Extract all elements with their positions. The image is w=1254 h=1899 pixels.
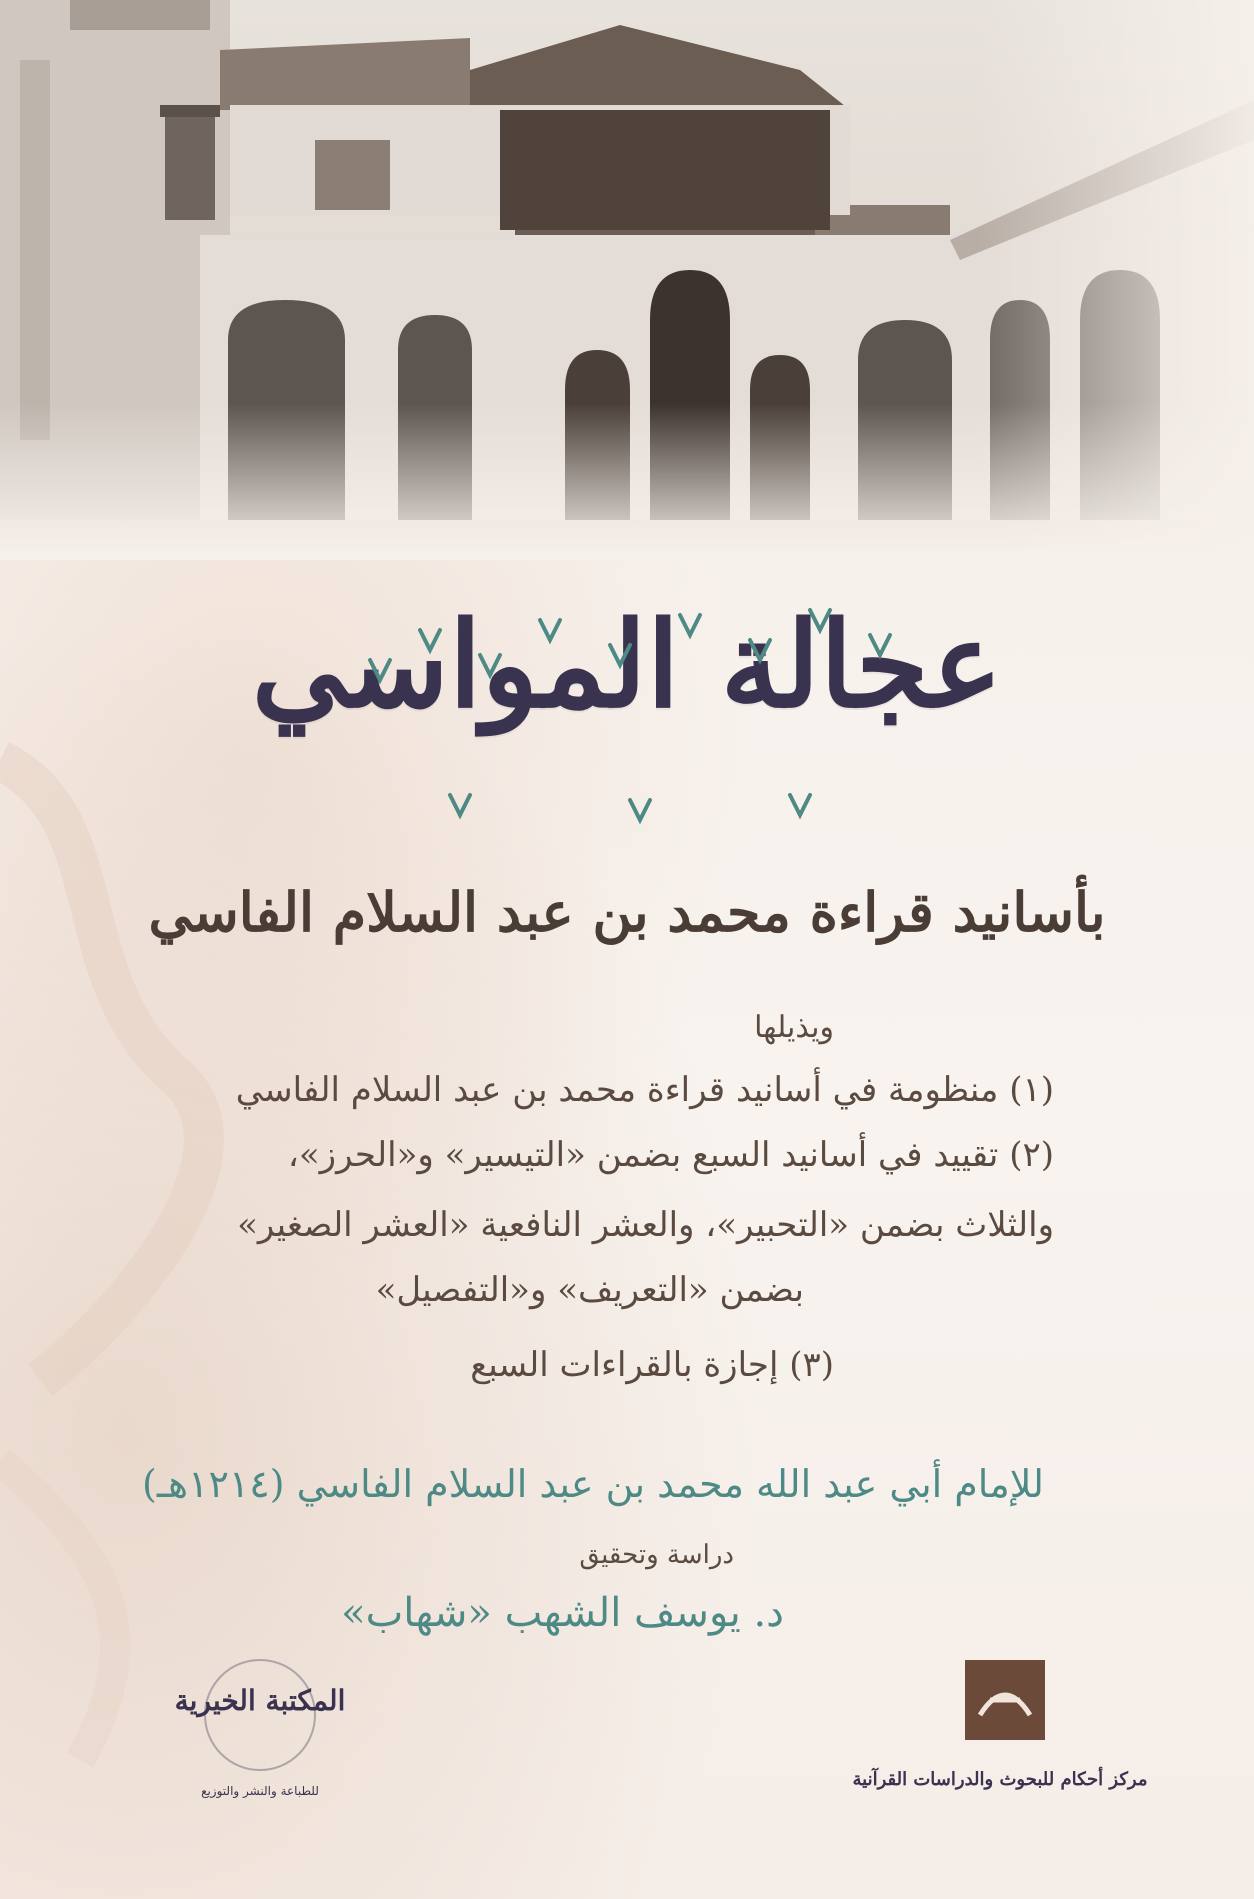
appendix-item-3: (٣) إجازة بالقراءات السبع [470, 1345, 834, 1385]
title-diacritics-ornament [330, 600, 950, 830]
researcher-name: د. يوسف الشهب «شهاب» [341, 1590, 784, 1636]
al-khayriyya-library-logo [170, 1655, 350, 1805]
appendix-item-2-cont: والثلاث بضمن «التحبير»، والعشر النافعية «العشر الصغير» [237, 1205, 1054, 1245]
left-logo-subtitle: للطباعة والنشر والتوزيع [201, 1784, 319, 1798]
appendix-item-2: (٢) تقييد في أسانيد السبع بضمن «التيسير» و«الحرز»، [287, 1135, 1054, 1175]
book-subtitle: بأسانيد قراءة محمد بن عبد السلام الفاسي [148, 880, 1106, 944]
book-title: عجالة المواسي [251, 595, 1003, 734]
appendix-item-2-cont2: بضمن «التعريف» و«التفصيل» [375, 1270, 804, 1310]
study-label: دراسة وتحقيق [579, 1540, 734, 1570]
mosque-courtyard-photo [0, 0, 1254, 560]
author-line: للإمام أبي عبد الله محمد بن عبد السلام الفاسي (١٢١٤هـ) [142, 1462, 1044, 1506]
right-logo-title: مركز أحكام للبحوث والدراسات القرآنية [852, 1769, 1148, 1790]
ahkam-center-logo [850, 1660, 1150, 1810]
left-logo-title: المكتبة الخيرية [174, 1684, 346, 1717]
appendix-item-1: (١) منظومة في أسانيد قراءة محمد بن عبد السلام الفاسي [235, 1070, 1054, 1110]
appendix-intro: ويذيلها [754, 1010, 834, 1045]
